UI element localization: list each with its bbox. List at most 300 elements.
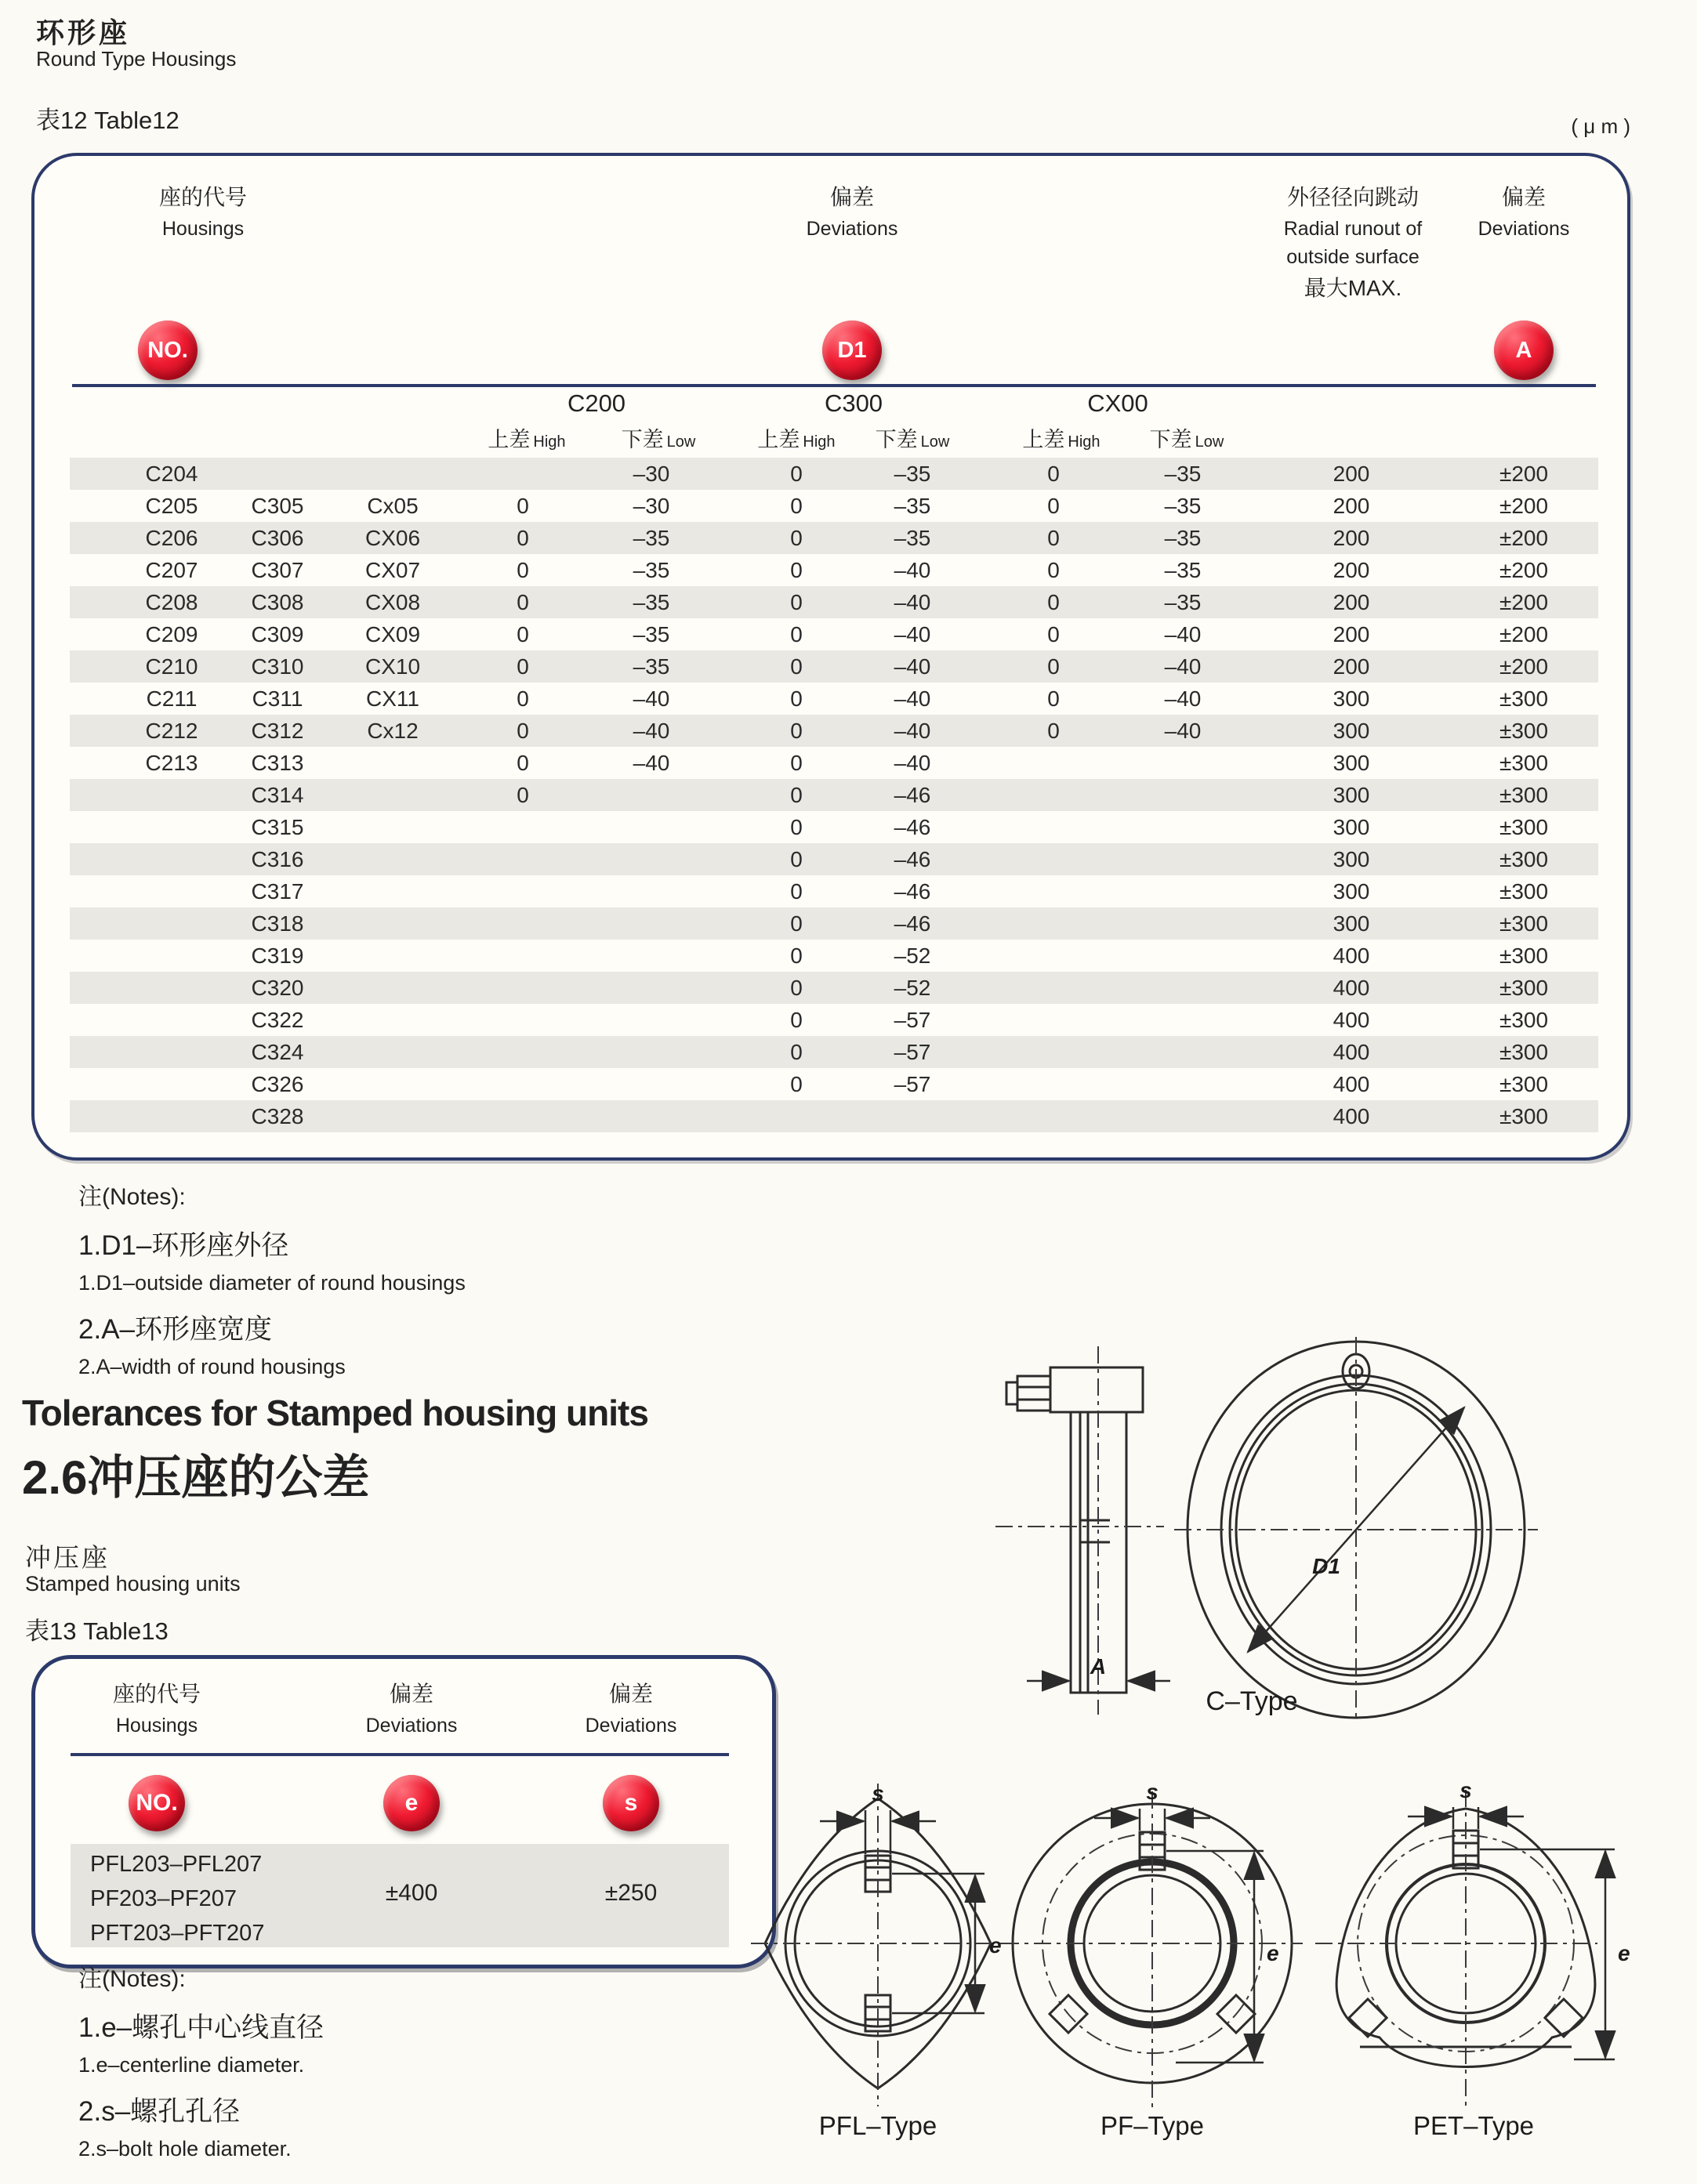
col-header-runout-zh: 外径径向跳动 — [1286, 185, 1419, 209]
cell-hx — [991, 1004, 1116, 1036]
pfl-type-diagram — [751, 1781, 1005, 2106]
table-row — [70, 522, 1598, 554]
dim-e-label: e — [989, 1933, 1002, 1958]
cell-l300: –40 — [894, 686, 931, 711]
cell-lx — [1120, 811, 1246, 843]
cell-c3: C318 — [251, 911, 304, 936]
t13-header-divider — [71, 1753, 729, 1756]
cell-h200: 0 — [517, 558, 529, 582]
cell-c2: C205 — [145, 494, 198, 518]
cell-hx — [991, 907, 1116, 940]
cell-h200 — [460, 907, 586, 940]
col-header-runout-en2: outside surface — [1286, 246, 1420, 268]
cell-lx: –40 — [1164, 654, 1202, 679]
cell-l200 — [589, 1004, 714, 1036]
cell-cx: CX06 — [364, 526, 421, 550]
subheader-en: Low — [666, 433, 696, 451]
badge-d1: D1 — [822, 321, 882, 380]
cell-l200 — [589, 1068, 714, 1100]
cell-cx: Cx12 — [367, 719, 419, 743]
subheader-c300-low — [834, 422, 991, 453]
notes-table13 — [78, 1959, 324, 2161]
cell-hx: 0 — [1047, 622, 1060, 647]
pet-type-diagram — [1315, 1778, 1630, 2110]
cell-dev: ±300 — [1499, 1104, 1549, 1128]
cell-h300: 0 — [790, 462, 803, 486]
subheader-en: High — [533, 433, 566, 451]
cell-h200 — [460, 1100, 586, 1132]
cell-h200: 0 — [517, 686, 529, 711]
subheader-en: Low — [920, 433, 950, 451]
cell-run: 200 — [1333, 654, 1370, 679]
cell-c2: C210 — [145, 654, 198, 679]
cell-run: 300 — [1333, 815, 1370, 839]
t13-header-dev2-zh: 偏差 — [608, 1682, 653, 1706]
pfl-type-label: PFL–Type — [818, 2111, 937, 2140]
cell-c3: C311 — [252, 686, 303, 711]
cell-l200 — [589, 940, 714, 972]
cell-l200: –35 — [633, 622, 670, 647]
cell-c2: C209 — [145, 622, 198, 647]
cell-run: 200 — [1333, 590, 1370, 614]
table-row — [70, 843, 1598, 875]
cell-h300: 0 — [790, 558, 803, 582]
cell-c2: C213 — [145, 751, 198, 775]
model-range: PFL203–PFL207 — [90, 1852, 263, 1877]
header-divider — [72, 384, 1596, 387]
cell-run: 200 — [1333, 462, 1370, 486]
pf-type-label: PF–Type — [1100, 2111, 1205, 2140]
model-range: PFT203–PFT207 — [90, 1921, 265, 1946]
cell-c3: C310 — [251, 654, 304, 679]
cell-cx: CX11 — [366, 686, 419, 711]
cell-cx — [330, 843, 455, 875]
table-row — [70, 683, 1598, 715]
dim-s-label: s — [1459, 1778, 1472, 1802]
cell-cx: CX07 — [364, 558, 421, 582]
dim-a-label: A — [1090, 1654, 1107, 1679]
table-row — [70, 875, 1598, 907]
table13 — [31, 1655, 776, 1968]
cell-run: 300 — [1333, 911, 1370, 936]
cell-l200: –35 — [633, 590, 670, 614]
cell-hx: 0 — [1047, 686, 1060, 711]
cell-lx — [1120, 875, 1246, 907]
cell-c3: C314 — [251, 783, 304, 807]
stamped-housing-diagrams — [737, 1763, 1697, 2116]
cell-cx — [330, 972, 455, 1004]
cell-dev: ±200 — [1499, 462, 1549, 486]
cell-c3: C312 — [251, 719, 304, 743]
cell-hx — [991, 1068, 1116, 1100]
cell-dev: ±200 — [1499, 558, 1549, 582]
cell-cx: CX08 — [364, 590, 421, 614]
cell-lx: –35 — [1164, 526, 1202, 550]
cell-l300: –40 — [894, 719, 931, 743]
cell-run: 300 — [1333, 686, 1370, 711]
col-header-housings-en: Housings — [161, 218, 245, 240]
cell-c3: C315 — [251, 815, 304, 839]
cell-c3: C320 — [251, 976, 304, 1000]
section-sub-zh: 冲压座 — [25, 1543, 110, 1572]
table-row — [70, 650, 1598, 683]
cell-h300: 0 — [790, 719, 803, 743]
table12-caption: 表12 Table12 — [36, 107, 179, 134]
cell-hx: 0 — [1047, 654, 1060, 679]
cell-dev: ±300 — [1499, 879, 1549, 904]
cell-h200 — [460, 1004, 586, 1036]
cell-h200: 0 — [517, 622, 529, 647]
cell-l200 — [589, 779, 714, 811]
cell-cx — [330, 907, 455, 940]
subheader-zh: 上差 — [1022, 428, 1065, 451]
cell-lx: –35 — [1164, 494, 1202, 518]
cell-h300: 0 — [790, 1008, 803, 1032]
cell-lx: –35 — [1164, 462, 1202, 486]
cell-h200 — [460, 843, 586, 875]
cell-c2: C208 — [145, 590, 198, 614]
cell-l200: –35 — [633, 526, 670, 550]
cell-hx: 0 — [1047, 558, 1060, 582]
cell-dev: ±200 — [1499, 526, 1549, 550]
cell-lx — [1120, 1036, 1246, 1068]
cell-dev: ±200 — [1499, 622, 1549, 647]
table-row — [70, 1100, 1598, 1132]
cell-h300: 0 — [790, 879, 803, 904]
cell-l300: –46 — [894, 879, 931, 904]
subheader-c200-low — [580, 422, 737, 453]
t13-e-value: ±400 — [385, 1880, 438, 1906]
note-line: 1.e–螺孔中心线直径 — [78, 2012, 325, 2043]
cell-run: 200 — [1333, 494, 1370, 518]
cell-l300: –57 — [894, 1008, 931, 1032]
notes-table12 — [78, 1177, 466, 1379]
cell-dev: ±300 — [1499, 815, 1549, 839]
cell-l200 — [589, 811, 714, 843]
cell-h200 — [460, 811, 586, 843]
cell-hx: 0 — [1047, 494, 1060, 518]
cell-lx — [1120, 747, 1246, 779]
table-row — [70, 715, 1598, 747]
col-header-deviations2-en: Deviations — [1478, 218, 1570, 240]
notes-title: 注(Notes): — [78, 1966, 186, 1992]
cell-l300: –40 — [894, 622, 931, 647]
subheader-en: High — [1068, 433, 1101, 451]
cell-h200: 0 — [517, 590, 529, 614]
unit-label: ( μ m ) — [1571, 114, 1630, 138]
cell-h300: 0 — [790, 944, 803, 968]
cell-l200: –35 — [633, 558, 670, 582]
cell-l200 — [589, 843, 714, 875]
t13-header-dev1-en: Deviations — [365, 1715, 458, 1737]
cell-cx — [330, 1004, 455, 1036]
cell-lx — [1120, 907, 1246, 940]
note-line: 1.e–centerline diameter. — [78, 2053, 305, 2077]
cell-l300: –46 — [894, 783, 931, 807]
note-line: 2.s–bolt hole diameter. — [78, 2137, 292, 2160]
subheader-cx00-low — [1108, 422, 1265, 453]
cell-lx — [1120, 1004, 1246, 1036]
cell-l200 — [589, 907, 714, 940]
subheader-zh: 下差 — [621, 428, 664, 451]
cell-h200 — [460, 1068, 586, 1100]
group-header-cx00: CX00 — [1087, 389, 1148, 417]
dim-d1-label: D1 — [1312, 1554, 1340, 1578]
t13-header-housings-zh: 座的代号 — [112, 1682, 201, 1706]
table-row — [70, 779, 1598, 811]
cell-lx — [1120, 1068, 1246, 1100]
cell-dev: ±300 — [1499, 847, 1549, 871]
cell-cx — [330, 1100, 455, 1132]
cell-c3: C316 — [251, 847, 304, 871]
cell-h200: 0 — [517, 783, 529, 807]
cell-cx — [330, 811, 455, 843]
cell-c3: C306 — [251, 526, 304, 550]
cell-c3: C317 — [251, 879, 304, 904]
cell-h300: 0 — [790, 911, 803, 936]
cell-l300: –46 — [894, 911, 931, 936]
cell-c2: C204 — [145, 462, 198, 486]
t13-header-dev1-zh: 偏差 — [389, 1682, 433, 1706]
note-line: 1.D1–环形座外径 — [78, 1230, 289, 1261]
cell-run: 300 — [1333, 783, 1370, 807]
t13-models — [90, 1847, 264, 1950]
cell-h300: 0 — [790, 815, 803, 839]
badge-e: e — [383, 1775, 440, 1831]
model-range: PF203–PF207 — [90, 1886, 238, 1911]
cell-l300: –57 — [894, 1040, 931, 1064]
cell-dev: ±300 — [1499, 1072, 1549, 1096]
cell-h300: 0 — [790, 1072, 803, 1096]
table12 — [31, 153, 1630, 1161]
cell-run: 400 — [1333, 1072, 1370, 1096]
cell-l300: –35 — [894, 494, 931, 518]
cell-h300: 0 — [790, 783, 803, 807]
cell-cx — [330, 1036, 455, 1068]
cell-l300: –40 — [894, 590, 931, 614]
col-header-deviations-zh: 偏差 — [829, 185, 874, 209]
col-header-deviations-en: Deviations — [806, 218, 898, 240]
cell-dev: ±200 — [1499, 654, 1549, 679]
t13-s-value: ±250 — [604, 1880, 658, 1906]
subheader-zh: 下差 — [875, 428, 918, 451]
table-row — [70, 458, 1598, 490]
cell-cx — [330, 1068, 455, 1100]
cell-hx — [991, 875, 1116, 907]
cell-run: 400 — [1333, 944, 1370, 968]
cell-dev: ±300 — [1499, 751, 1549, 775]
cell-h200 — [460, 940, 586, 972]
cell-lx — [1120, 940, 1246, 972]
cell-h200: 0 — [517, 751, 529, 775]
subheader-en: Low — [1195, 433, 1224, 451]
cell-lx — [1120, 1100, 1246, 1132]
cell-dev: ±300 — [1499, 944, 1549, 968]
badge-a: A — [1494, 321, 1554, 380]
table-row — [70, 1036, 1598, 1068]
c-type-label: C–Type — [1206, 1686, 1298, 1716]
note-line: 2.A–width of round housings — [78, 1355, 346, 1378]
cell-hx: 0 — [1047, 590, 1060, 614]
cell-run: 300 — [1333, 847, 1370, 871]
subheader-zh: 上差 — [757, 428, 800, 451]
cell-dev: ±300 — [1499, 976, 1549, 1000]
pf-type-diagram — [1002, 1780, 1303, 2111]
cell-cx — [330, 875, 455, 907]
cell-l300: –52 — [894, 944, 931, 968]
dim-e-label: e — [1267, 1941, 1279, 1965]
col-header-deviations2-zh: 偏差 — [1501, 185, 1546, 209]
cell-h200 — [460, 972, 586, 1004]
note-line: 1.D1–outside diameter of round housings — [78, 1271, 466, 1295]
cell-c3: C309 — [251, 622, 304, 647]
note-line: 2.s–螺孔孔径 — [78, 2096, 241, 2127]
cell-h200: 0 — [517, 494, 529, 518]
cell-hx — [991, 747, 1116, 779]
col-header-runout-max: 最大MAX. — [1304, 276, 1402, 300]
cell-c2: C211 — [146, 686, 198, 711]
cell-c3: C307 — [251, 558, 304, 582]
cell-lx — [1120, 843, 1246, 875]
c-type-side-view — [995, 1346, 1170, 1715]
cell-hx: 0 — [1047, 526, 1060, 550]
cell-l300: –57 — [894, 1072, 931, 1096]
cell-h300: 0 — [790, 590, 803, 614]
cell-hx — [991, 811, 1116, 843]
cell-run: 200 — [1333, 622, 1370, 647]
cell-dev: ±300 — [1499, 783, 1549, 807]
cell-hx — [991, 1036, 1116, 1068]
cell-c3: C324 — [251, 1040, 304, 1064]
page-title-en: Round Type Housings — [36, 47, 237, 71]
cell-hx — [991, 843, 1116, 875]
cell-l300: –40 — [894, 558, 931, 582]
cell-cx: Cx05 — [367, 494, 419, 518]
cell-c3: C305 — [251, 494, 304, 518]
note-line: 2.A–环形座宽度 — [78, 1314, 272, 1345]
cell-cx — [330, 779, 455, 811]
table-row — [70, 907, 1598, 940]
cell-l200 — [589, 1036, 714, 1068]
cell-h300: 0 — [790, 686, 803, 711]
cell-dev: ±300 — [1499, 686, 1549, 711]
badge-no: NO. — [138, 321, 198, 380]
cell-hx: 0 — [1047, 462, 1060, 486]
notes-title: 注(Notes): — [78, 1184, 186, 1210]
cell-run: 200 — [1333, 526, 1370, 550]
cell-c2: C212 — [145, 719, 198, 743]
cell-dev: ±300 — [1499, 719, 1549, 743]
cell-lx — [1120, 779, 1246, 811]
cell-cx: CX09 — [364, 622, 421, 647]
cell-cx — [330, 747, 455, 779]
c-type-front-view — [1174, 1337, 1538, 1719]
cell-h300: 0 — [790, 751, 803, 775]
col-header-housings-zh: 座的代号 — [158, 185, 247, 209]
cell-run: 300 — [1333, 751, 1370, 775]
cell-l300: –52 — [894, 976, 931, 1000]
cell-l200: –40 — [633, 686, 670, 711]
table-row — [70, 586, 1598, 618]
cell-l200: –30 — [633, 462, 670, 486]
subheader-en: High — [803, 433, 836, 451]
cell-h300: 0 — [790, 976, 803, 1000]
cell-l200 — [589, 875, 714, 907]
section-heading-en: Tolerances for Stamped housing units — [22, 1393, 648, 1433]
t13-header-housings-en: Housings — [115, 1715, 198, 1737]
cell-l300: –40 — [894, 654, 931, 679]
cell-dev: ±300 — [1499, 1040, 1549, 1064]
cell-hx — [991, 1100, 1116, 1132]
cell-lx — [1120, 972, 1246, 1004]
cell-l300: –46 — [894, 815, 931, 839]
table-row — [70, 972, 1598, 1004]
group-header-c200: C200 — [567, 389, 626, 417]
cell-lx: –35 — [1164, 558, 1202, 582]
cell-h200: 0 — [517, 654, 529, 679]
cell-c3 — [215, 458, 340, 490]
cell-run: 400 — [1333, 1040, 1370, 1064]
cell-run: 400 — [1333, 1008, 1370, 1032]
cell-h300: 0 — [790, 1040, 803, 1064]
cell-l300: –35 — [894, 462, 931, 486]
table-row — [70, 490, 1598, 522]
table12-body — [70, 458, 1598, 1132]
cell-hx — [991, 940, 1116, 972]
cell-l200: –35 — [633, 654, 670, 679]
cell-dev: ±200 — [1499, 494, 1549, 518]
cell-h200 — [460, 875, 586, 907]
cell-dev: ±300 — [1499, 911, 1549, 936]
cell-l300 — [850, 1100, 975, 1132]
subheader-zh: 下差 — [1149, 428, 1192, 451]
cell-run: 300 — [1333, 879, 1370, 904]
cell-c3: C313 — [251, 751, 304, 775]
page-title-zh: 环形座 — [36, 16, 131, 49]
cell-l200: –30 — [633, 494, 670, 518]
cell-dev: ±300 — [1499, 1008, 1549, 1032]
cell-hx: 0 — [1047, 719, 1060, 743]
cell-c3: C308 — [251, 590, 304, 614]
cell-run: 400 — [1333, 1104, 1370, 1128]
table-row — [70, 618, 1598, 650]
subheader-zh: 上差 — [488, 428, 531, 451]
cell-c2: C206 — [145, 526, 198, 550]
table-row — [70, 1068, 1598, 1100]
cell-c3: C319 — [251, 944, 304, 968]
col-header-runout-en1: Radial runout of — [1283, 218, 1423, 240]
c-type-diagram — [972, 1332, 1630, 1724]
cell-hx — [991, 972, 1116, 1004]
cell-c3: C326 — [251, 1072, 304, 1096]
cell-h200: 0 — [517, 719, 529, 743]
cell-h300: 0 — [790, 526, 803, 550]
cell-l200: –40 — [633, 751, 670, 775]
badge-s: s — [603, 1775, 659, 1831]
cell-lx: –40 — [1164, 686, 1202, 711]
cell-h200 — [460, 1036, 586, 1068]
section-heading-zh: 2.6冲压座的公差 — [22, 1451, 370, 1504]
table-row — [70, 747, 1598, 779]
cell-h300 — [734, 1100, 859, 1132]
pet-type-label: PET–Type — [1412, 2111, 1535, 2140]
cell-hx — [991, 779, 1116, 811]
section-sub-en: Stamped housing units — [25, 1572, 241, 1595]
cell-run: 200 — [1333, 558, 1370, 582]
dim-e-label: e — [1618, 1941, 1630, 1965]
dim-s-label: s — [1146, 1780, 1159, 1804]
cell-run: 300 — [1333, 719, 1370, 743]
